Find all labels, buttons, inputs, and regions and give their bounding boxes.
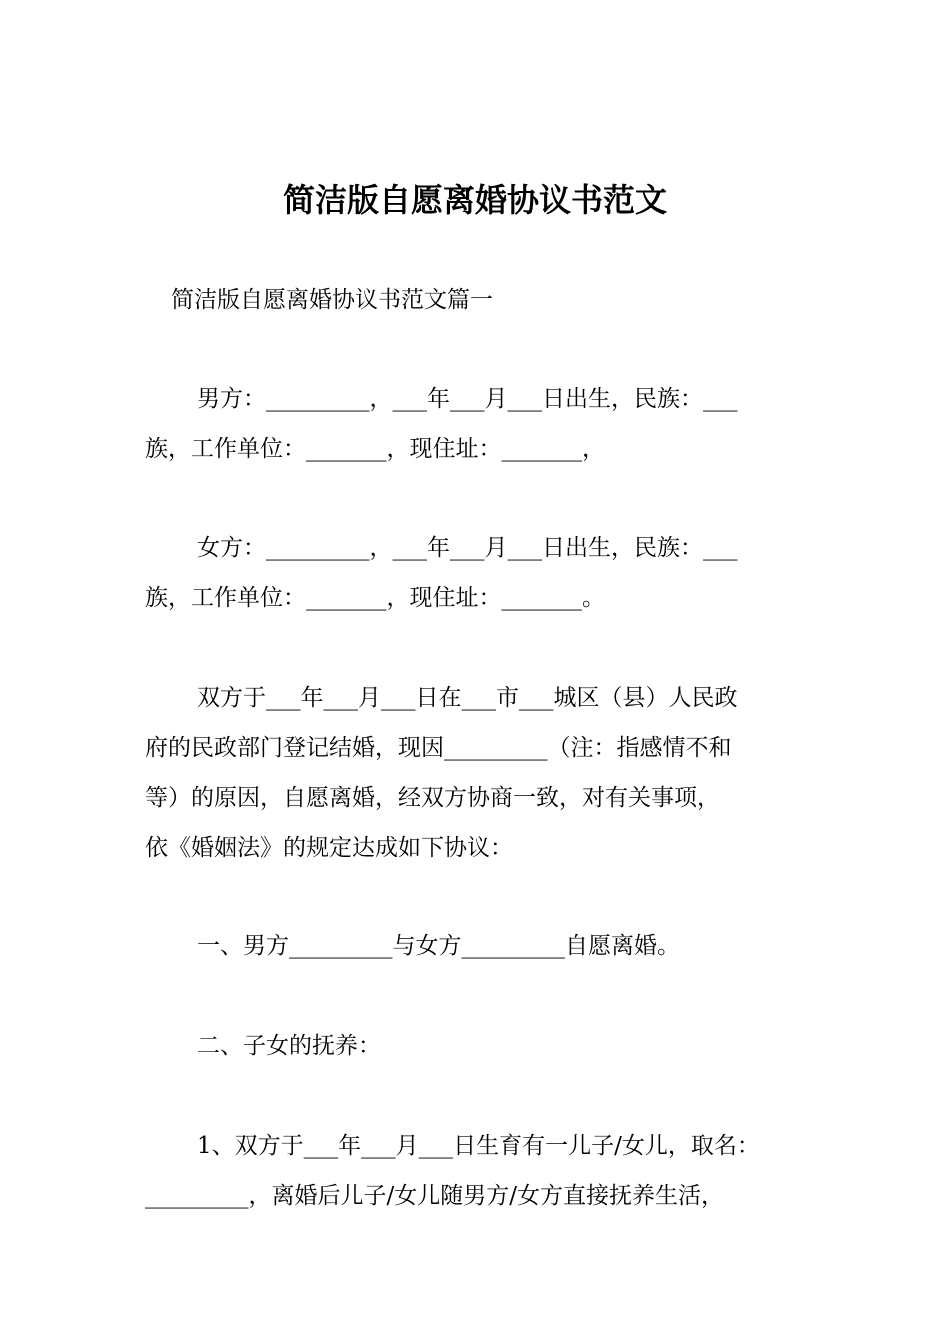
paragraph-line: _________，离婚后儿子/女儿随男方/女方直接抚养生活，	[145, 1183, 724, 1209]
paragraph-line: 族，工作单位：_______，现住址：_______。	[145, 585, 605, 611]
paragraph-female-party	[145, 523, 810, 623]
paragraph-line: 族，工作单位：_______，现住址：_______，	[145, 436, 605, 462]
clause-one-divorce	[145, 921, 810, 971]
paragraph-line: 女方：_________，___年___月___日出生，民族：___	[197, 535, 738, 561]
paragraph-line: 依《婚姻法》的规定达成如下协议：	[145, 835, 513, 861]
paragraph-line: 1、双方于___年___月___日生育有一儿子/女儿，取名：	[197, 1133, 760, 1159]
paragraph-male-party	[145, 374, 810, 474]
paragraph-line: 一、男方_________与女方_________自愿离婚。	[197, 933, 680, 959]
clause-two-child-custody	[145, 1021, 810, 1071]
document-title: 简洁版自愿离婚协议书范文	[282, 181, 667, 219]
paragraph-line: 双方于___年___月___日在___市___城区（县）人民政	[197, 685, 738, 711]
paragraph-line: 等）的原因，自愿离婚，经双方协商一致，对有关事项，	[145, 785, 720, 811]
clause-two-item-one	[145, 1121, 810, 1221]
paragraph-line: 二、子女的抚养：	[197, 1033, 381, 1059]
document-subtitle: 简洁版自愿离婚协议书范文篇一	[171, 287, 493, 313]
paragraph-marriage-registration	[145, 673, 810, 873]
paragraph-line: 府的民政部门登记结婚，现因_________（注：指感情不和	[145, 735, 732, 761]
paragraph-line: 男方：_________，___年___月___日出生，民族：___	[197, 386, 738, 412]
